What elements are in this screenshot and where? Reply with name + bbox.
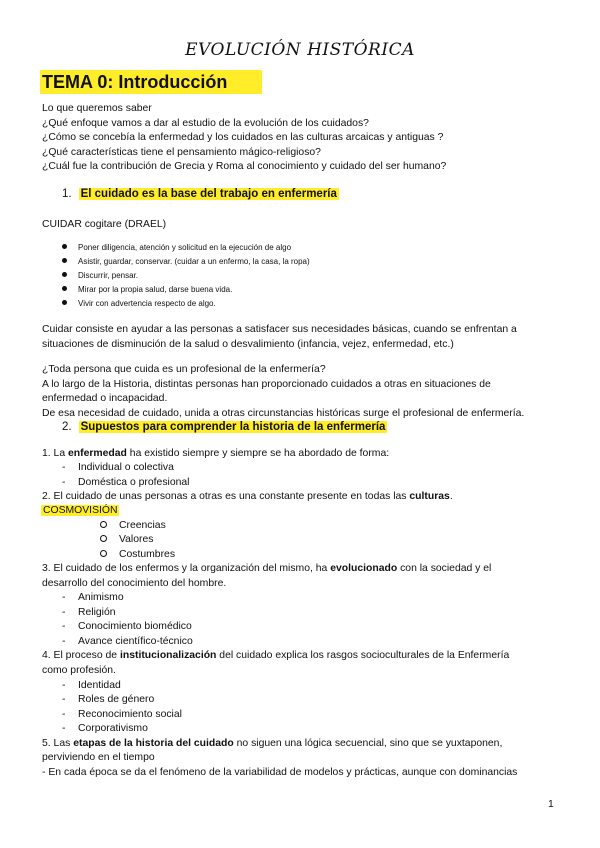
bullet-icon (62, 258, 67, 263)
list-item: Mirar por la propia salud, darse buena vida. (62, 283, 232, 297)
paragraph-line: enfermedad o incapacidad. (42, 393, 168, 404)
bullet-icon (62, 272, 67, 277)
list-item: - Animismo (62, 592, 124, 603)
point-4-cont: como profesión. (42, 665, 116, 676)
point-6: - En cada época se da el fenómeno de la variabilidad de modelos y prácticas, aunque con dominancias (42, 767, 518, 778)
list-item: Poner diligencia, atención y solicitud en la ejecución de algo (62, 241, 291, 255)
list-item: Costumbres (100, 547, 175, 562)
list-item: - Identidad (62, 680, 121, 691)
intro-line: Lo que queremos saber (42, 103, 152, 114)
paragraph-line: De esa necesidad de cuidado, unida a otras circunstancias históricas surge el profesional de enfermería. (42, 408, 525, 419)
point-3: 3. El cuidado de los enfermos y la organización del mismo, ha evolucionado con la sociedad y el (42, 563, 492, 574)
list-item: - Individual o colectiva (62, 462, 174, 473)
intro-line: ¿Cómo se concebía la enfermedad y los cuidados en las culturas arcaicas y antiguas ? (42, 132, 444, 143)
list-item: Asistir, guardar, conservar. (cuidar a un enfermo, la casa, la ropa) (62, 255, 310, 269)
point-5: 5. Las etapas de la historia del cuidado no siguen una lógica secuencial, sino que se yuxtaponen, (42, 738, 503, 749)
section-1-title: El cuidado es la base del trabajo en enfermería (80, 188, 337, 200)
point-4: 4. El proceso de institucionalización del cuidado explica los rasgos socioculturales de la Enfermería (42, 650, 510, 661)
circle-bullet-icon (100, 535, 107, 542)
list-item: Discurrir, pensar. (62, 269, 138, 283)
section-2-title: Supuestos para comprender la historia de la enfermería (80, 421, 386, 433)
paragraph-line: ¿Toda persona que cuida es un profesional de la enfermería? (42, 364, 326, 375)
bullet-icon (62, 300, 67, 305)
point-5-cont: perviviendo en el tiempo (42, 752, 155, 763)
paragraph-line: A lo largo de la Historia, distintas personas han proporcionado cuidados a otras en situaciones de (42, 379, 491, 390)
list-item: - Roles de género (62, 694, 155, 705)
list-item: - Doméstica o profesional (62, 477, 190, 488)
bullet-icon (62, 244, 67, 249)
list-item: - Conocimiento biomédico (62, 621, 192, 632)
page-title: EVOLUCIÓN HISTÓRICA (185, 40, 415, 60)
list-item: Creencias (100, 518, 166, 533)
cosmovision-label: COSMOVISIÓN (43, 505, 118, 516)
paragraph-line: Cuidar consiste en ayudar a las personas a satisfacer sus necesidades básicas, cuando se enfrentan a (42, 324, 517, 335)
list-item: Valores (100, 532, 153, 547)
point-3-cont: desarrollo del conocimiento del hombre. (42, 578, 227, 589)
intro-line: ¿Qué enfoque vamos a dar al estudio de la evolución de los cuidados? (42, 118, 369, 129)
list-item: - Reconocimiento social (62, 709, 182, 720)
section-2-heading (62, 421, 387, 433)
point-1: 1. La enfermedad ha existido siempre y siempre se ha abordado de forma: (42, 448, 390, 459)
list-item: - Religión (62, 607, 116, 618)
point-2: 2. El cuidado de unas personas a otras es una constante presente en todas las culturas. (42, 491, 453, 502)
page-number: 1 (548, 799, 554, 810)
bullet-icon (62, 286, 67, 291)
section-2-number: 2. (62, 421, 72, 433)
tema-heading: TEMA 0: Introducción (40, 70, 262, 94)
intro-line: ¿Qué características tiene el pensamiento mágico-religioso? (42, 147, 321, 158)
circle-bullet-icon (100, 550, 107, 557)
paragraph-line: situaciones de disminución de la salud o desvalimiento (infancia, vejez, enfermedad, etc.) (42, 339, 454, 350)
intro-line: ¿Cuál fue la contribución de Grecia y Roma al conocimiento y cuidado del ser humano? (42, 161, 447, 172)
list-item: Vivir con advertencia respecto de algo. (62, 297, 216, 311)
list-item: - Corporativismo (62, 723, 148, 734)
list-item: - Avance científico-técnico (62, 636, 193, 647)
section-1-number: 1. (62, 188, 72, 200)
section-1-heading (62, 188, 339, 200)
circle-bullet-icon (100, 521, 107, 528)
cuidar-definition: CUIDAR cogitare (DRAEL) (42, 219, 167, 230)
